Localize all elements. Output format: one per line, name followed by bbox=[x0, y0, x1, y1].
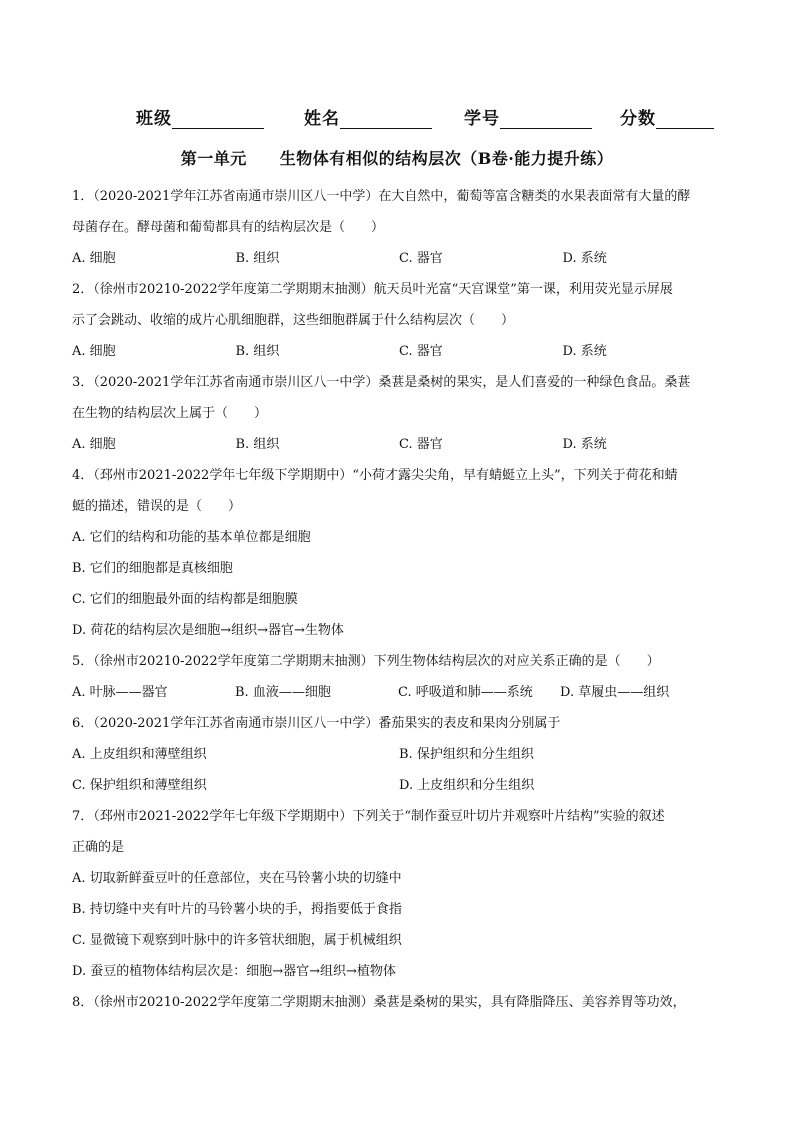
option-c[interactable]: C. 器官 bbox=[399, 437, 443, 452]
question-7-stem-line-1: 7．（邳州市2021-2022学年七年级下学期期中）下列关于“制作蚕豆叶切片并观察叶片结构”实验的叙述 bbox=[72, 809, 665, 824]
score-field[interactable] bbox=[620, 104, 736, 129]
option-d[interactable]: D. 草履虫——组织 bbox=[560, 685, 670, 700]
option-c[interactable]: C. 呼吸道和肺——系统 bbox=[398, 685, 533, 700]
question-1-stem-line-1: 1．（2020-2021学年江苏省南通市崇川区八一中学）在大自然中，葡萄等富含糖类的水果表面常有大量的酵 bbox=[72, 189, 691, 204]
option-a[interactable]: A. 它们的结构和功能的基本单位都是细胞 bbox=[72, 530, 311, 545]
question-3-options bbox=[72, 429, 726, 460]
option-c[interactable]: C. 保护组织和薄壁组织 bbox=[72, 778, 207, 793]
question-7-stem-line-2: 正确的是 bbox=[72, 840, 125, 855]
class-blank[interactable] bbox=[172, 110, 264, 129]
option-d[interactable]: D. 系统 bbox=[562, 437, 607, 452]
option-a[interactable]: A. 细胞 bbox=[72, 251, 116, 266]
student-info-header bbox=[136, 104, 736, 129]
option-c[interactable]: C. 它们的细胞最外面的结构都是细胞膜 bbox=[72, 592, 298, 607]
option-d[interactable]: D. 系统 bbox=[562, 251, 607, 266]
question-3-stem-line-2: 在生物的结构层次上属于（ ） bbox=[72, 406, 268, 421]
option-b[interactable]: B. 保护组织和分生组织 bbox=[399, 747, 534, 762]
name-blank[interactable] bbox=[340, 110, 432, 129]
question-6-stem: 6．（2020-2021学年江苏省南通市崇川区八一中学）番茄果实的表皮和果肉分别属于 bbox=[72, 716, 561, 731]
option-c[interactable]: C. 显微镜下观察到叶脉中的许多管状细胞，属于机械组织 bbox=[72, 933, 402, 948]
score-blank[interactable] bbox=[656, 110, 714, 129]
question-list bbox=[72, 181, 726, 1018]
option-d[interactable]: D. 荷花的结构层次是细胞→组织→器官→生物体 bbox=[72, 623, 344, 638]
option-b[interactable]: B. 组织 bbox=[235, 437, 280, 452]
option-b[interactable]: B. 持切缝中夹有叶片的马铃薯小块的手，拇指要低于食指 bbox=[72, 902, 402, 917]
class-label: 班级 bbox=[136, 109, 172, 129]
question-4-stem-line-1: 4．（邳州市2021-2022学年七年级下学期期中）“小荷才露尖尖角，早有蜻蜓立上头”，下列关于荷花和蜻 bbox=[72, 468, 678, 483]
option-a[interactable]: A. 细胞 bbox=[72, 344, 116, 359]
option-b[interactable]: B. 组织 bbox=[235, 344, 280, 359]
score-label: 分数 bbox=[620, 109, 656, 129]
question-8-stem-line-1: 8．（徐州市20210-2022学年度第二学期期末抽测）桑葚是桑树的果实，具有降脂降压、美容养胃等功效， bbox=[72, 995, 686, 1010]
name-field[interactable] bbox=[304, 104, 464, 129]
question-5-stem: 5．（徐州市20210-2022学年度第二学期期末抽测）下列生物体结构层次的对应关系正确的是（ ） bbox=[72, 654, 660, 669]
option-a[interactable]: A. 细胞 bbox=[72, 437, 116, 452]
option-b[interactable]: B. 它们的细胞都是真核细胞 bbox=[72, 561, 233, 576]
question-2-stem-line-1: 2．（徐州市20210-2022学年度第二学期期末抽测）航天员叶光富“天宫课堂”第一课，利用荧光显示屏展 bbox=[72, 282, 673, 297]
name-label: 姓名 bbox=[304, 109, 340, 129]
question-1-stem-line-2: 母菌存在。酵母菌和葡萄都具有的结构层次是（ ） bbox=[72, 220, 385, 235]
question-6-options-row-2 bbox=[72, 770, 726, 801]
question-6-options-row-1 bbox=[72, 739, 726, 770]
question-4-stem-line-2: 蜓的描述，错误的是（ ） bbox=[72, 499, 242, 514]
option-c[interactable]: C. 器官 bbox=[399, 344, 443, 359]
page-title: 第一单元 生物体有相似的结构层次（B卷·能力提升练） bbox=[180, 149, 614, 168]
option-d[interactable]: D. 蚕豆的植物体结构层次是：细胞→器官→组织→植物体 bbox=[72, 964, 396, 979]
option-c[interactable]: C. 器官 bbox=[399, 251, 443, 266]
option-b[interactable]: B. 血液——细胞 bbox=[235, 685, 331, 700]
question-2-options bbox=[72, 336, 726, 367]
question-1-options bbox=[72, 243, 726, 274]
option-d[interactable]: D. 系统 bbox=[562, 344, 607, 359]
question-3-stem-line-1: 3．（2020-2021学年江苏省南通市崇川区八一中学）桑葚是桑树的果实，是人们喜爱的一种绿色食品。桑葚 bbox=[72, 375, 691, 390]
question-5-options bbox=[72, 677, 726, 708]
student-id-label: 学号 bbox=[464, 109, 500, 129]
option-b[interactable]: B. 组织 bbox=[235, 251, 280, 266]
option-a[interactable]: A. 叶脉——器官 bbox=[72, 685, 168, 700]
student-id-field[interactable] bbox=[464, 104, 620, 129]
question-2-stem-line-2: 示了会跳动、收缩的成片心肌细胞群，这些细胞群属于什么结构层次（ ） bbox=[72, 313, 515, 328]
option-a[interactable]: A. 切取新鲜蚕豆叶的任意部位，夹在马铃薯小块的切缝中 bbox=[72, 871, 402, 886]
class-field[interactable] bbox=[136, 104, 304, 129]
student-id-blank[interactable] bbox=[500, 110, 592, 129]
option-a[interactable]: A. 上皮组织和薄壁组织 bbox=[72, 747, 207, 762]
option-d[interactable]: D. 上皮组织和分生组织 bbox=[399, 778, 535, 793]
